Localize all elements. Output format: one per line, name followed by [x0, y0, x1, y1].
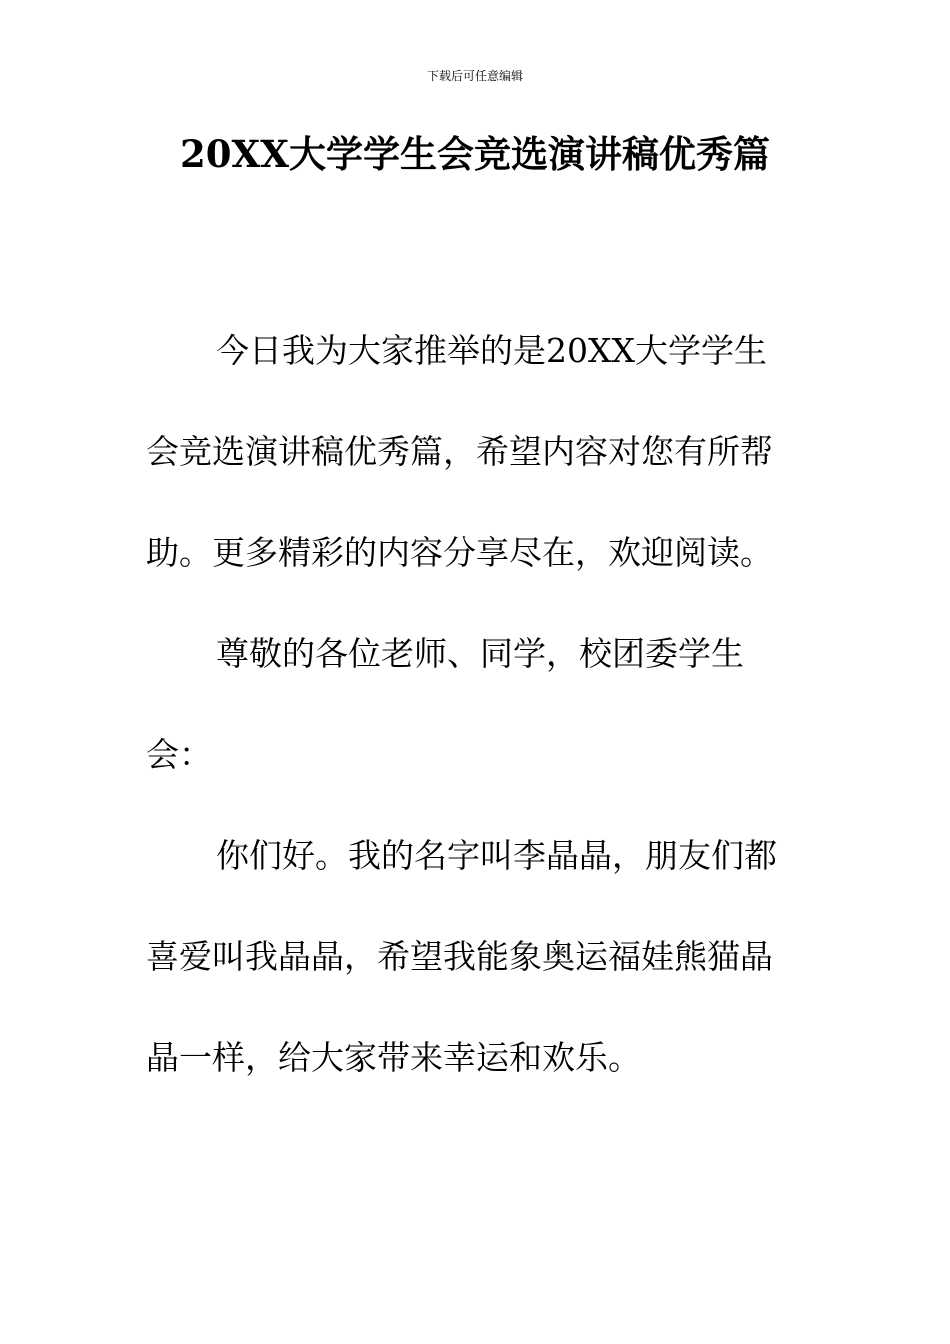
paragraph-salutation: 尊敬的各位老师、同学，校团委学生会： — [146, 634, 744, 774]
paragraph-intro: 今日我为大家推举的是20XX大学学生会竞选演讲稿优秀篇，希望内容对您有所帮助。更多精彩的内容分享尽在，欢迎阅读。 — [146, 331, 773, 572]
document-title: 20XX大学学生会竞选演讲稿优秀篇 — [180, 132, 770, 176]
paragraph-greeting: 你们好。我的名字叫李晶晶，朋友们都喜爱叫我晶晶，希望我能象奥运福娃熊猫晶晶一样，给大家带来幸运和欢乐。 — [146, 836, 777, 1077]
header-note: 下载后可任意编辑 — [426, 69, 523, 83]
document-body — [146, 300, 796, 1108]
